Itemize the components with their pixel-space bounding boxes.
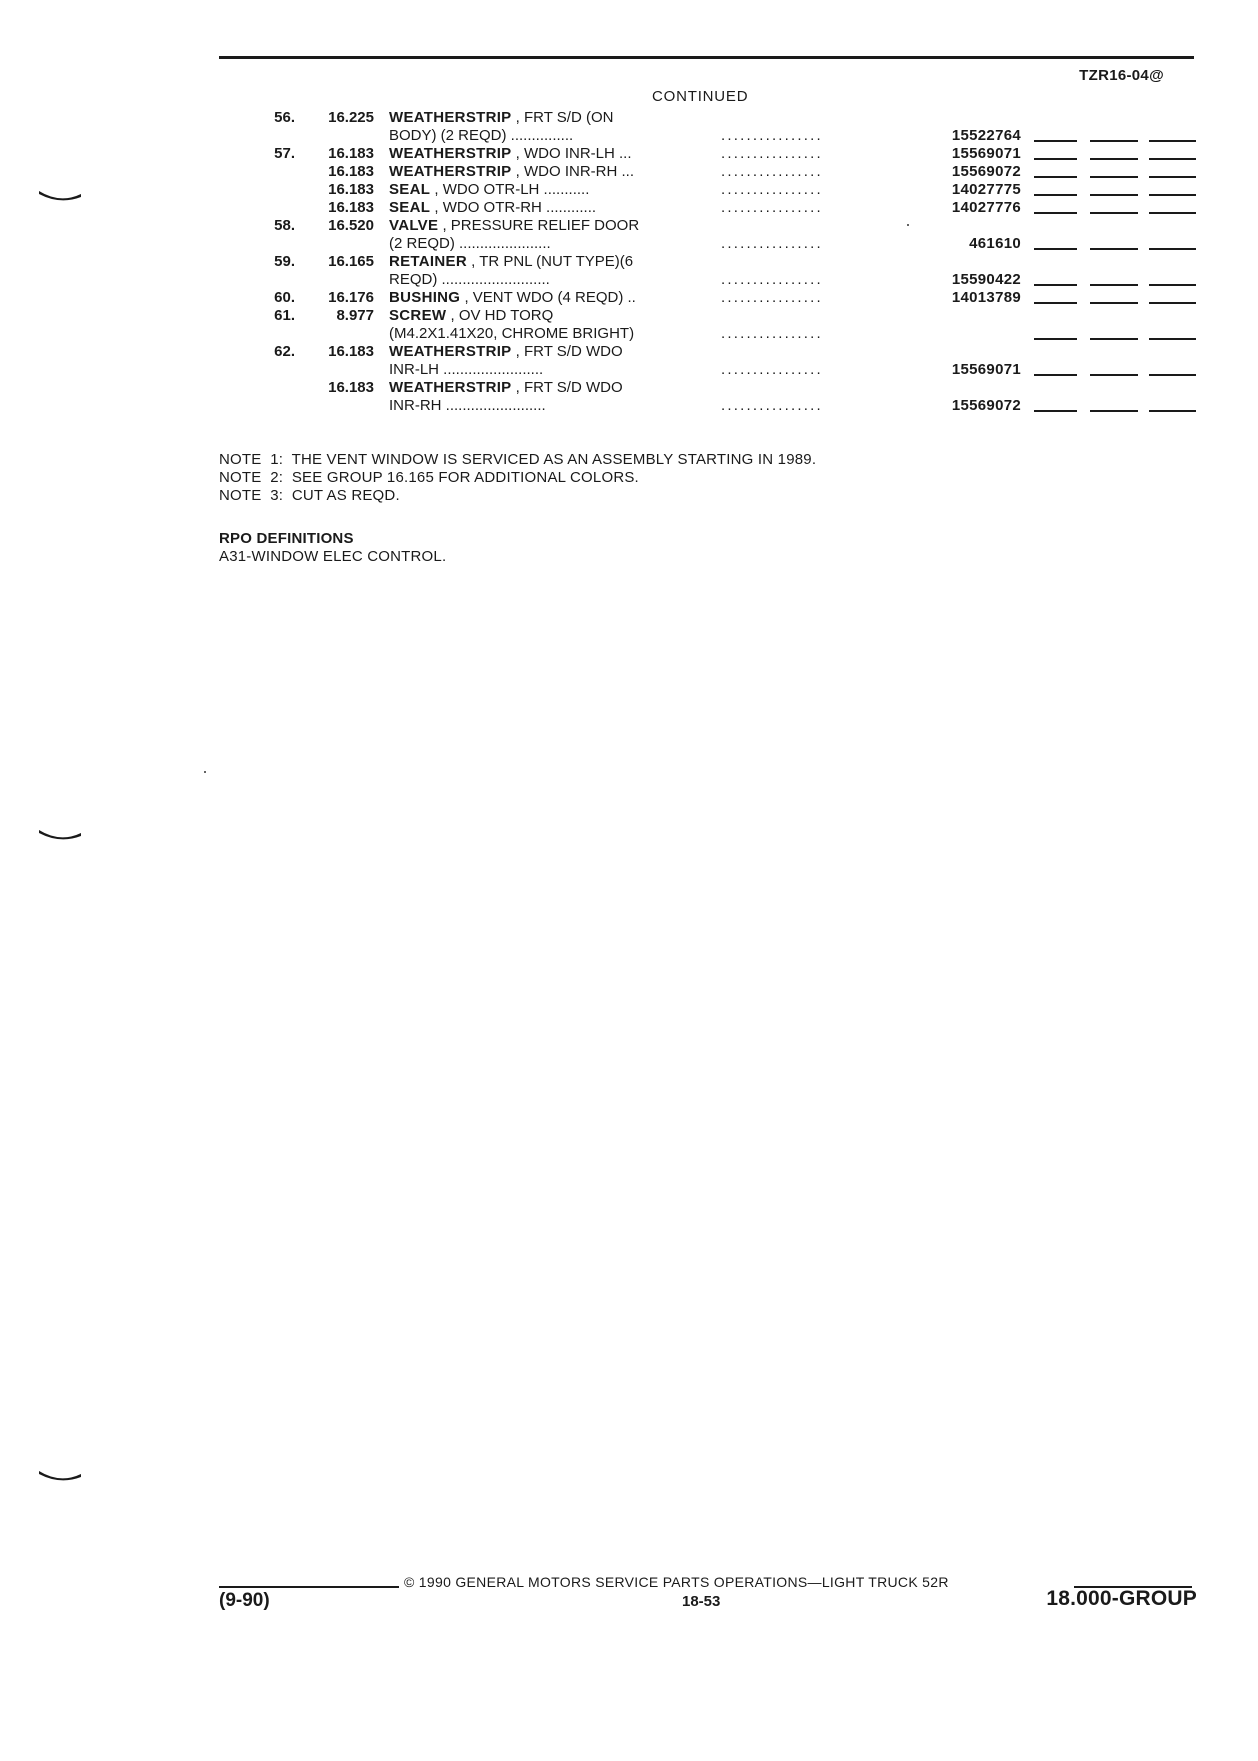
leader-dots: ................ <box>721 145 823 162</box>
part-entry <box>0 145 1258 163</box>
blank-line <box>1034 284 1077 286</box>
catalog-code: TZR16-04@ <box>1079 67 1164 84</box>
part-description <box>389 217 639 235</box>
leader-dots: ................ <box>721 127 823 144</box>
punch-hole-mark <box>38 188 82 202</box>
part-name: WEATHERSTRIP <box>389 109 512 126</box>
part-entry <box>0 163 1258 181</box>
part-line <box>0 181 1258 199</box>
blank-line <box>1034 338 1077 340</box>
blank-line <box>1149 302 1196 304</box>
part-number: 14027775 <box>951 181 1021 198</box>
quantity-blanks <box>1034 140 1196 142</box>
parts-list <box>0 109 1258 415</box>
quantity-blanks <box>1034 302 1196 304</box>
blank-line <box>1149 284 1196 286</box>
item-number: 57. <box>274 145 295 162</box>
blank-line <box>1090 158 1138 160</box>
group-number: 8.977 <box>336 307 374 324</box>
part-entry <box>0 217 1258 253</box>
quantity-blanks <box>1034 194 1196 196</box>
part-entry <box>0 289 1258 307</box>
part-name: SEAL <box>389 199 431 216</box>
part-line <box>0 199 1258 217</box>
blank-line <box>1149 338 1196 340</box>
blank-line <box>1149 158 1196 160</box>
part-description-continued: INR-LH ........................ <box>389 361 544 378</box>
part-number: 14013789 <box>951 289 1021 306</box>
item-number: 61. <box>274 307 295 324</box>
note-line: NOTE 3: CUT AS REQD. <box>219 487 400 504</box>
part-number: 15569071 <box>951 361 1021 378</box>
part-description <box>389 253 633 271</box>
part-detail: , PRESSURE RELIEF DOOR <box>438 217 640 234</box>
notes-block <box>219 451 816 505</box>
part-line <box>0 235 1258 253</box>
part-description-continued: INR-RH ........................ <box>389 397 546 414</box>
rpo-line: A31-WINDOW ELEC CONTROL. <box>219 548 447 565</box>
item-number: 56. <box>274 109 295 126</box>
item-number: 58. <box>274 217 295 234</box>
blank-line <box>1090 212 1138 214</box>
item-number: 60. <box>274 289 295 306</box>
copyright-line: © 1990 GENERAL MOTORS SERVICE PARTS OPERATIONS—LIGHT TRUCK 52R <box>404 1574 949 1590</box>
group-number: 16.176 <box>328 289 374 306</box>
group-number: 16.183 <box>328 163 374 180</box>
item-number: 62. <box>274 343 295 360</box>
scan-speck <box>907 224 909 226</box>
part-line <box>0 163 1258 181</box>
part-line <box>0 343 1258 361</box>
blank-line <box>1090 140 1138 142</box>
part-description-continued: (M4.2X1.41X20, CHROME BRIGHT) <box>389 325 635 342</box>
part-number: 14027776 <box>951 199 1021 216</box>
part-detail: , OV HD TORQ <box>446 307 554 324</box>
rpo-heading: RPO DEFINITIONS <box>219 530 354 547</box>
group-number: 16.183 <box>328 379 374 396</box>
part-description <box>389 199 596 217</box>
part-entry <box>0 307 1258 343</box>
blank-line <box>1034 410 1077 412</box>
part-description <box>389 289 636 307</box>
part-name: WEATHERSTRIP <box>389 343 512 360</box>
footer-rule-left <box>219 1586 399 1588</box>
part-name: WEATHERSTRIP <box>389 145 512 162</box>
group-number: 16.183 <box>328 199 374 216</box>
leader-dots: ................ <box>721 235 823 252</box>
part-entry <box>0 379 1258 415</box>
part-entry <box>0 343 1258 379</box>
part-entry <box>0 109 1258 145</box>
group-number: 16.225 <box>328 109 374 126</box>
continued-label: CONTINUED <box>652 88 749 105</box>
part-line <box>0 271 1258 289</box>
part-entry <box>0 253 1258 289</box>
part-line <box>0 109 1258 127</box>
part-line <box>0 397 1258 415</box>
part-name: SCREW <box>389 307 447 324</box>
part-description <box>389 109 613 127</box>
quantity-blanks <box>1034 374 1196 376</box>
quantity-blanks <box>1034 410 1196 412</box>
blank-line <box>1034 140 1077 142</box>
leader-dots: ................ <box>721 325 823 342</box>
part-description <box>389 181 589 199</box>
header-rule <box>219 56 1194 59</box>
part-number: 15569072 <box>951 163 1021 180</box>
quantity-blanks <box>1034 176 1196 178</box>
quantity-blanks <box>1034 284 1196 286</box>
blank-line <box>1034 374 1077 376</box>
blank-line <box>1090 374 1138 376</box>
group-number: 16.183 <box>328 145 374 162</box>
blank-line <box>1090 194 1138 196</box>
part-description <box>389 379 623 397</box>
blank-line <box>1090 248 1138 250</box>
quantity-blanks <box>1034 248 1196 250</box>
part-description-continued: (2 REQD) ...................... <box>389 235 551 252</box>
part-line <box>0 145 1258 163</box>
part-detail: , WDO INR-RH ... <box>511 163 634 180</box>
part-entry <box>0 199 1258 217</box>
quantity-blanks <box>1034 212 1196 214</box>
part-name: SEAL <box>389 181 431 198</box>
blank-line <box>1034 302 1077 304</box>
part-name: WEATHERSTRIP <box>389 163 512 180</box>
scan-speck <box>204 771 206 773</box>
part-detail: , FRT S/D WDO <box>511 343 623 360</box>
blank-line <box>1149 374 1196 376</box>
leader-dots: ................ <box>721 163 823 180</box>
part-line <box>0 127 1258 145</box>
part-description <box>389 145 632 163</box>
part-line <box>0 307 1258 325</box>
blank-line <box>1034 158 1077 160</box>
part-description <box>389 307 553 325</box>
leader-dots: ................ <box>721 271 823 288</box>
quantity-blanks <box>1034 338 1196 340</box>
part-name: VALVE <box>389 217 439 234</box>
quantity-blanks <box>1034 158 1196 160</box>
part-detail: , TR PNL (NUT TYPE)(6 <box>466 253 634 270</box>
leader-dots: ................ <box>721 181 823 198</box>
note-line: NOTE 1: THE VENT WINDOW IS SERVICED AS AN ASSEMBLY STARTING IN 1989. <box>219 451 817 468</box>
part-detail: , FRT S/D (ON <box>511 109 614 126</box>
part-name: RETAINER <box>389 253 467 270</box>
part-number: 15569071 <box>951 145 1021 162</box>
blank-line <box>1090 284 1138 286</box>
punch-hole-mark <box>38 1468 82 1482</box>
revision-date: (9-90) <box>219 1590 270 1611</box>
part-line <box>0 253 1258 271</box>
leader-dots: ................ <box>721 361 823 378</box>
group-number: 16.183 <box>328 181 374 198</box>
part-description-continued: REQD) .......................... <box>389 271 550 288</box>
part-detail: , FRT S/D WDO <box>511 379 623 396</box>
part-detail: , WDO INR-LH ... <box>511 145 632 162</box>
part-description <box>389 163 634 181</box>
part-name: BUSHING <box>389 289 461 306</box>
part-detail: , VENT WDO (4 REQD) .. <box>460 289 636 306</box>
part-description-continued: BODY) (2 REQD) ............... <box>389 127 574 144</box>
part-line <box>0 379 1258 397</box>
blank-line <box>1090 302 1138 304</box>
blank-line <box>1034 194 1077 196</box>
part-line <box>0 289 1258 307</box>
part-entry <box>0 181 1258 199</box>
punch-hole-mark <box>38 827 82 841</box>
blank-line <box>1149 410 1196 412</box>
page-number: 18-53 <box>682 1593 721 1610</box>
blank-line <box>1149 194 1196 196</box>
leader-dots: ................ <box>721 289 823 306</box>
note-line: NOTE 2: SEE GROUP 16.165 FOR ADDITIONAL COLORS. <box>219 469 639 486</box>
section-group: 18.000-GROUP <box>1046 1587 1197 1610</box>
part-number: 15590422 <box>951 271 1021 288</box>
blank-line <box>1149 212 1196 214</box>
blank-line <box>1090 176 1138 178</box>
part-detail: , WDO OTR-LH ........... <box>430 181 590 198</box>
part-description <box>389 343 623 361</box>
part-number: 461610 <box>969 235 1021 252</box>
part-number: 15569072 <box>951 397 1021 414</box>
blank-line <box>1034 176 1077 178</box>
item-number: 59. <box>274 253 295 270</box>
part-number: 15522764 <box>951 127 1021 144</box>
part-name: WEATHERSTRIP <box>389 379 512 396</box>
part-line <box>0 325 1258 343</box>
group-number: 16.520 <box>328 217 374 234</box>
group-number: 16.183 <box>328 343 374 360</box>
blank-line <box>1149 248 1196 250</box>
blank-line <box>1149 176 1196 178</box>
leader-dots: ................ <box>721 397 823 414</box>
blank-line <box>1149 140 1196 142</box>
group-number: 16.165 <box>328 253 374 270</box>
blank-line <box>1034 248 1077 250</box>
blank-line <box>1090 338 1138 340</box>
leader-dots: ................ <box>721 199 823 216</box>
part-line <box>0 361 1258 379</box>
blank-line <box>1034 212 1077 214</box>
part-line <box>0 217 1258 235</box>
part-detail: , WDO OTR-RH ............ <box>430 199 597 216</box>
blank-line <box>1090 410 1138 412</box>
rpo-definitions <box>219 530 446 566</box>
